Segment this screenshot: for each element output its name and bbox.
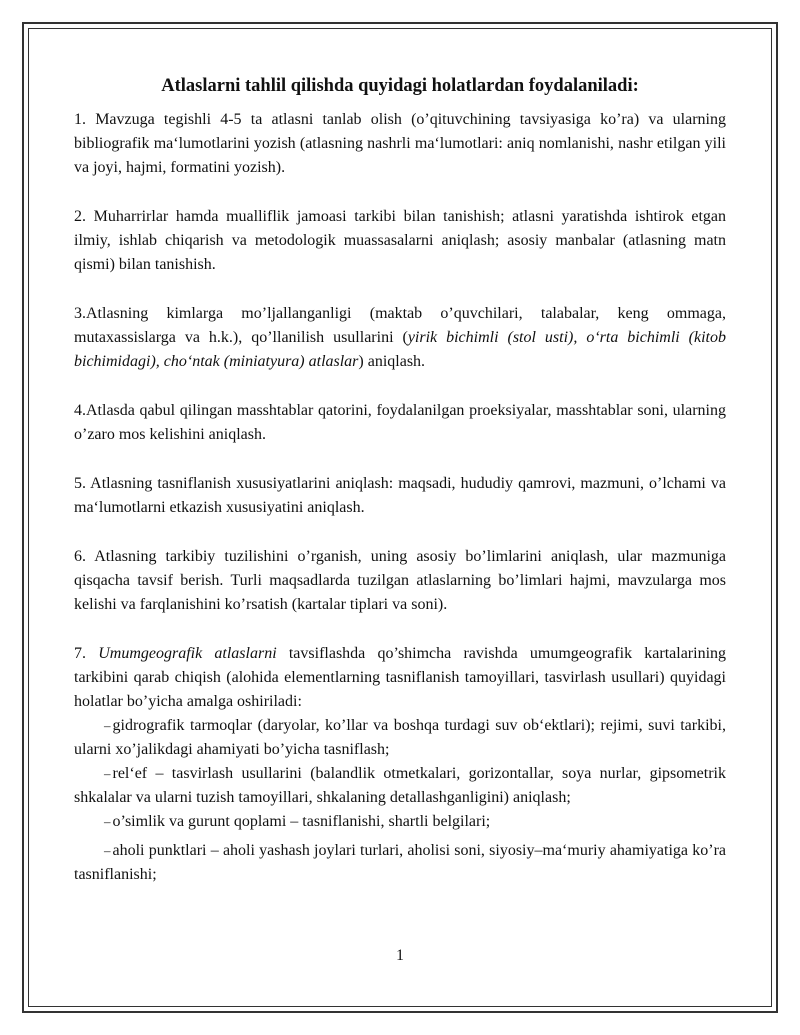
paragraph-7-italic: Umumgeografik atlaslarni	[98, 645, 277, 662]
dash-bullet: –	[104, 766, 111, 781]
list-item	[74, 810, 726, 834]
dash-bullet: –	[104, 814, 111, 829]
paragraph-5: 5. Atlasning tasniflanish xususiyatlarini aniqlash: maqsadi, hududiy qamrovi, mazmuni, o’lchami va ma‘lumotlarni etkazish xususiyatini aniqlash.	[74, 475, 726, 516]
list-item-text: gidrografik tarmoqlar (daryolar, ko’llar va boshqa turdagi suv ob‘ektlari); rejimi, suvi tarkibi, ularni xo’jalikdagi ahamiyati bo’yicha tasniflash;	[74, 717, 726, 758]
list-item	[74, 839, 726, 887]
paragraph-3	[74, 302, 726, 374]
dash-bullet: –	[104, 718, 111, 733]
paragraph-3-italic: yirik bichimli (stol usti), o‘rta bichimli (kitob bichimidagi), cho‘ntak (miniatyura) atlaslar	[74, 329, 727, 370]
list-item-text: o’simlik va gurunt qoplami – tasniflanishi, shartli belgilari;	[112, 813, 491, 830]
document-title: Atlaslarni tahlil qilishda quyidagi holatlardan foydalaniladi:	[161, 76, 639, 96]
list-item	[74, 714, 726, 762]
list-item-text: rel‘ef – tasvirlash usullarini (balandlik otmetkalari, gorizontallar, soya nurlar, gipsometrik shkalalar va ularni tuzish tamoyillari, shkalaning detallashganligini) aniqlash;	[74, 765, 726, 806]
paragraph-3-end: ) aniqlash.	[358, 353, 426, 370]
paragraph-7-number: 7.	[74, 645, 99, 662]
page-number: 1	[396, 947, 404, 964]
paragraph-2: 2. Muharrirlar hamda mualliflik jamoasi tarkibi bilan tanishish; atlasni yaratishda ishtirok etgan ilmiy, ishlab chiqarish va metodologik muassasalarni aniqlash; asosiy manbalar (atlasning matn qismi) bilan tanishish.	[74, 208, 726, 273]
paragraph-1: 1. Mavzuga tegishli 4-5 ta atlasni tanlab olish (o’qituvchining tavsiyasiga ko’ra) va ularning bibliografik ma‘lumotlarini yozish (atlasning nashrli ma‘lumotlari: aniq nomlanishi, nashr etilgan yili va joyi, hajmi, formatini yozish).	[74, 111, 726, 176]
paragraph-3-start: 3.Atlasning kimlarga mo’ljallanganligi (maktab o’quvchilari, talabalar, keng ommaga, mutaxassislarga va h.k.), qo’llanilish usullarini (	[74, 305, 726, 346]
paragraph-7-rest: tavsiflashda qo’shimcha ravishda umumgeografik kartalarining tarkibini qarab chiqish (alohida elementlarning tasniflanish tamoyillari, tasvirlash usullari) quyidagi holatlar bo’yicha amalga oshiriladi:	[74, 645, 727, 710]
document-body	[74, 72, 726, 887]
paragraph-6: 6. Atlasning tarkibiy tuzilishini o’rganish, uning asosiy bo’limlarini aniqlash, ular mazmuniga qisqacha tavsif berish. Turli maqsadlarda tuzilgan atlaslarning bo’limlari hajmi, mavzularga mos kelishi va farqlanishini ko’rsatish (kartalar tiplari va soni).	[74, 548, 726, 613]
paragraph-4: 4.Atlasda qabul qilingan masshtablar qatorini, foydalanilgan proeksiyalar, masshtablar soni, ularning o’zaro mos kelishini aniqlash.	[74, 402, 726, 443]
paragraph-7	[74, 642, 726, 714]
dash-bullet: –	[104, 843, 111, 858]
list-item	[74, 762, 726, 810]
list-item-text: aholi punktlari – aholi yashash joylari turlari, aholisi soni, siyosiy–ma‘muriy ahamiyatiga ko’ra tasniflanishi;	[74, 842, 726, 883]
